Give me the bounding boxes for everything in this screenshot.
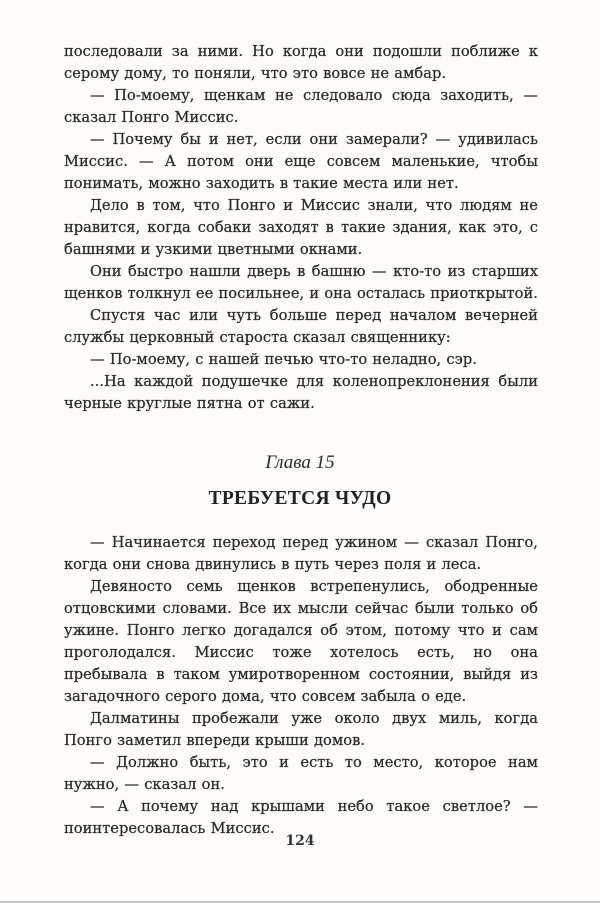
text-block-bottom xyxy=(64,532,538,840)
chapter-title: ТРЕБУЕТСЯ ЧУДО xyxy=(208,488,392,509)
text-block-top xyxy=(64,41,538,415)
paragraph: — А почему над крышами небо такое светлое? — поинтересовалась Миссис. xyxy=(64,798,538,837)
paragraph: — По-моему, щенкам не следовало сюда заходить, — сказал Понго Миссис. xyxy=(64,87,538,126)
paragraph: последовали за ними. Но когда они подошли поближе к серому дому, то поняли, что это вовсе не амбар. xyxy=(64,43,538,82)
paragraph: ...На каждой подушечке для коленопреклонения были черные круглые пятна от сажи. xyxy=(64,373,538,412)
paragraph: Они быстро нашли дверь в башню — кто-то из старших щенков толкнул ее посильнее, и она осталась приоткрытой. xyxy=(64,263,538,302)
paragraph: Далматины пробежали уже около двух миль, когда Понго заметил впереди крыши домов. xyxy=(64,710,538,749)
paragraph: — Должно быть, это и есть то место, которое нам нужно, — сказал он. xyxy=(64,754,538,793)
chapter-number: Глава 15 xyxy=(265,452,335,473)
page-number: 124 xyxy=(285,833,315,849)
paragraph: — По-моему, с нашей печью что-то неладно, сэр. xyxy=(90,351,477,368)
paragraph: Спустя час или чуть больше перед началом вечерней службы церковный староста сказал священнику: xyxy=(64,307,538,346)
paragraph: — Почему бы и нет, если они замерали? — удивилась Миссис. — А потом они еще совсем маленькие, чтобы понимать, можно заходить в такие места или нет. xyxy=(64,131,538,192)
paragraph: Дело в том, что Понго и Миссис знали, что людям не нравится, когда собаки заходят в такие здания, как это, с башнями и узкими цветными окнами. xyxy=(64,197,538,258)
paragraph: Девяносто семь щенков встрепенулись, ободренные отцовскими словами. Все их мысли сейчас были только об ужине. Понго легко догадался об этом, потому что и сам проголодался. Миссис тоже хотелось есть, но она пребывала в таком умиротворенном состоянии, выйдя из загадочного серого дома, что совсем забыла о еде. xyxy=(64,578,538,705)
paragraph: — Начинается переход перед ужином — сказал Понго, когда они снова двинулись в путь через поля и леса. xyxy=(64,534,538,573)
